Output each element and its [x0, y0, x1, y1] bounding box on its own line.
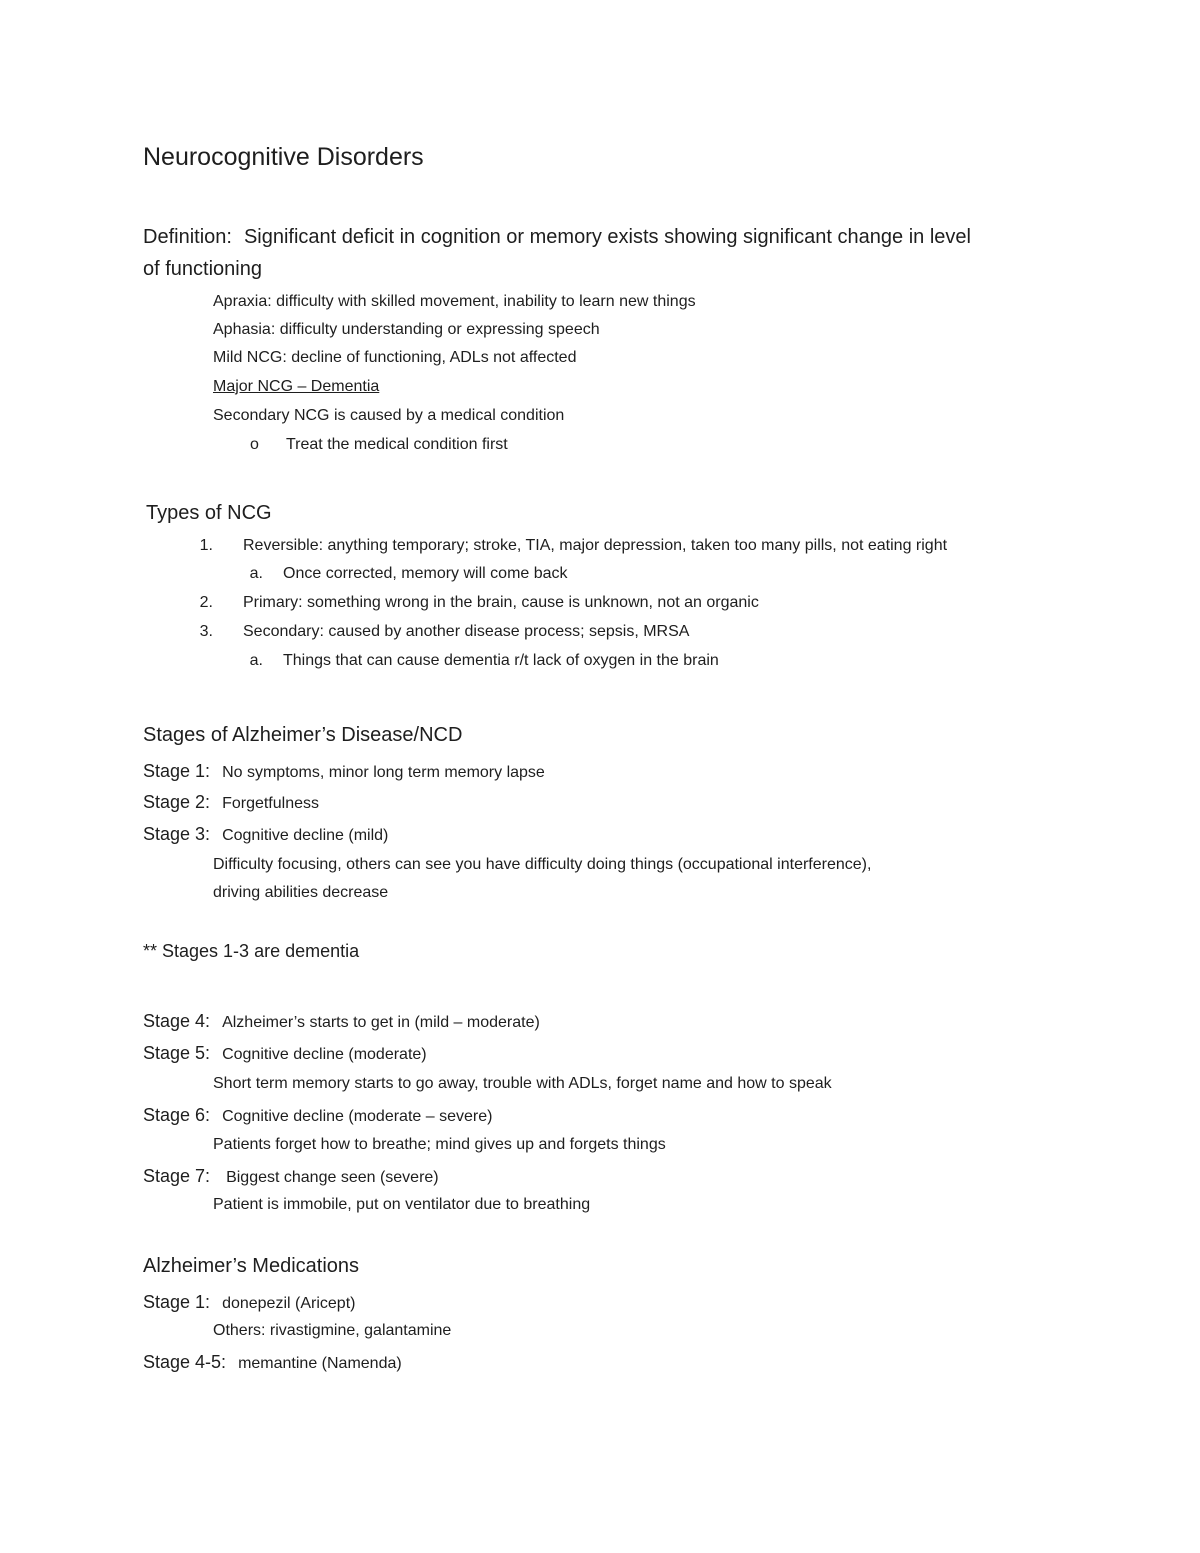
medication-stage-label: Stage 4-5: [143, 1352, 227, 1372]
stage-label: Stage 3: [143, 824, 211, 844]
stage-text: Forgetfulness [222, 795, 319, 812]
stage-label: Stage 1: [143, 761, 211, 781]
definition-sub-bullet [250, 437, 508, 453]
stage-5 [143, 1044, 427, 1063]
list-marker: 2. [199, 594, 213, 611]
types-item-2 [143, 595, 759, 611]
definition-item-secondary-ncg: Secondary NCG is caused by a medical condition [213, 407, 565, 424]
definition-item-major-ncg: Major NCG – Dementia [213, 378, 380, 395]
stage-7-detail: Patient is immobile, put on ventilator due to breathing [213, 1196, 591, 1213]
list-item-text: Primary: something wrong in the brain, cause is unknown, not an organic [243, 594, 759, 611]
stage-label: Stage 4: [143, 1011, 211, 1031]
definition-label: Definition: [143, 226, 232, 248]
list-marker: 1. [199, 537, 213, 554]
list-item-text: Things that can cause dementia r/t lack of oxygen in the brain [283, 652, 719, 669]
stage-3-detail-1: Difficulty focusing, others can see you have difficulty doing things (occupational interference), [213, 856, 872, 873]
stages-heading: Stages of Alzheimer’s Disease/NCD [143, 724, 463, 746]
medication-stage-label: Stage 1: [143, 1292, 211, 1312]
stage-5-detail: Short term memory starts to go away, trouble with ADLs, forget name and how to speak [213, 1075, 832, 1092]
stage-text: Cognitive decline (mild) [222, 827, 389, 844]
stage-7 [143, 1167, 439, 1186]
medication-name: donepezil (Aricept) [222, 1295, 356, 1312]
definition-item-mild-ncg: Mild NCG: decline of functioning, ADLs not affected [213, 349, 577, 366]
stage-1 [143, 762, 545, 781]
medications-heading: Alzheimer’s Medications [143, 1255, 360, 1277]
bullet-marker: o [250, 436, 259, 453]
definition-item-aphasia: Aphasia: difficulty understanding or expressing speech [213, 321, 600, 338]
page-title: Neurocognitive Disorders [143, 143, 424, 171]
stage-label: Stage 7: [143, 1166, 211, 1186]
stage-3 [143, 825, 388, 844]
stage-3-detail-2: driving abilities decrease [213, 884, 389, 901]
definition-text-2: of functioning [143, 258, 262, 280]
definition-text-1: Significant deficit in cognition or memory exists showing significant change in level [243, 226, 971, 248]
list-item-text: Once corrected, memory will come back [283, 565, 568, 582]
medication-stage-4-5 [143, 1353, 402, 1372]
stage-2 [143, 793, 319, 812]
medication-stage-1-others: Others: rivastigmine, galantamine [213, 1322, 452, 1339]
list-marker: 3. [199, 623, 213, 640]
definition-line [143, 227, 971, 247]
list-item-text: Reversible: anything temporary; stroke, TIA, major depression, taken too many pills, not eating right [243, 537, 948, 554]
types-item-3 [143, 624, 689, 640]
stage-label: Stage 6: [143, 1105, 211, 1125]
types-item-1 [143, 538, 947, 554]
stage-4 [143, 1012, 540, 1031]
stage-text: Biggest change seen (severe) [226, 1169, 439, 1186]
types-heading: Types of NCG [146, 502, 272, 524]
stage-text: Cognitive decline (moderate – severe) [222, 1108, 493, 1125]
types-item-3a [213, 653, 719, 669]
stage-label: Stage 2: [143, 792, 211, 812]
stage-text: Alzheimer’s starts to get in (mild – moderate) [222, 1014, 540, 1031]
sub-bullet-text: Treat the medical condition first [286, 436, 508, 453]
definition-item-apraxia: Apraxia: difficulty with skilled movement, inability to learn new things [213, 293, 696, 310]
stage-text: Cognitive decline (moderate) [222, 1046, 427, 1063]
list-marker: a. [249, 565, 263, 582]
stage-6-detail: Patients forget how to breathe; mind gives up and forgets things [213, 1136, 666, 1153]
medication-name: memantine (Namenda) [238, 1355, 402, 1372]
list-item-text: Secondary: caused by another disease process; sepsis, MRSA [243, 623, 690, 640]
types-item-1a [213, 566, 568, 582]
stage-text: No symptoms, minor long term memory lapse [222, 764, 545, 781]
stage-label: Stage 5: [143, 1043, 211, 1063]
list-marker: a. [249, 652, 263, 669]
stages-note: ** Stages 1-3 are dementia [143, 941, 360, 961]
stage-6 [143, 1106, 492, 1125]
medication-stage-1 [143, 1293, 355, 1312]
